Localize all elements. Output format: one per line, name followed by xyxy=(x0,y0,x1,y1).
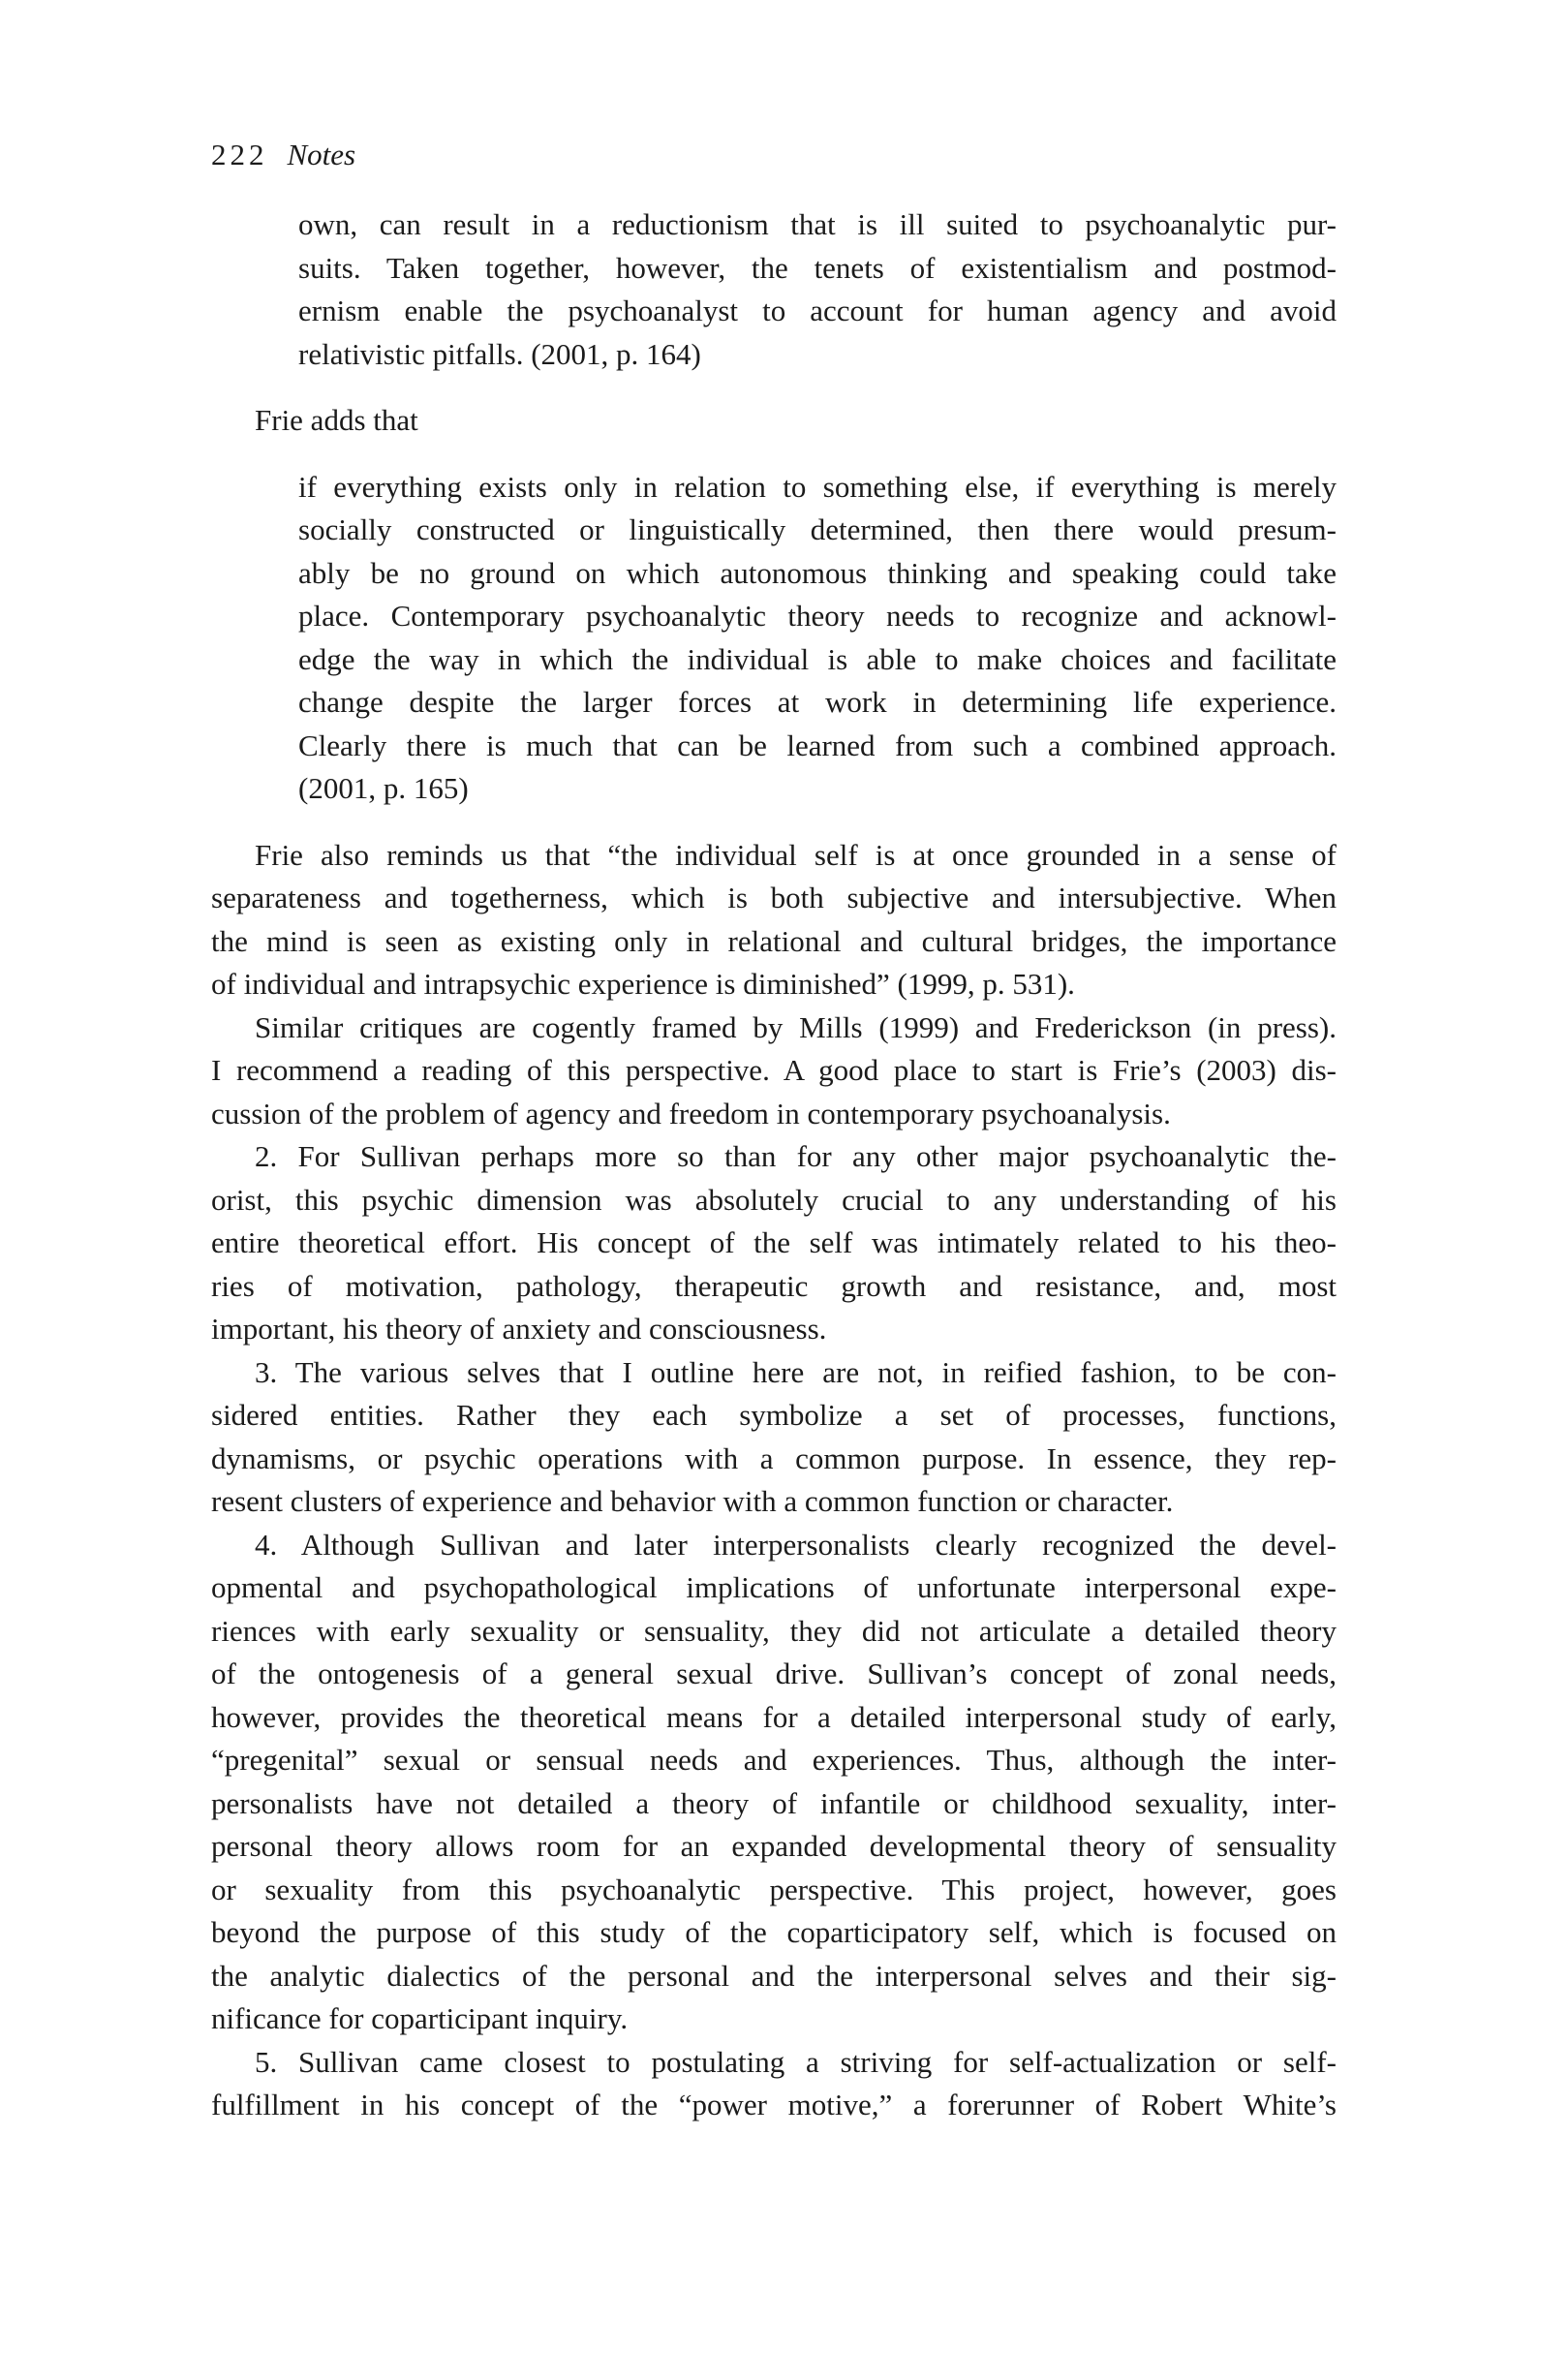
text-line: 4. Although Sullivan and later interpersonalists clearly recognized the devel- xyxy=(255,1527,1337,1562)
paragraph xyxy=(211,399,1337,443)
text-line: Frie also reminds us that “the individual self is at once grounded in a sense of xyxy=(255,837,1337,872)
text-line: beyond the purpose of this study of the coparticipatory self, which is focused on xyxy=(211,1915,1337,1949)
text-line: ernism enable the psychoanalyst to account for human agency and avoid xyxy=(298,294,1337,327)
text-line: socially constructed or linguistically determined, then there would presum- xyxy=(298,512,1337,546)
text-line: orist, this psychic dimension was absolutely crucial to any understanding of his xyxy=(211,1182,1337,1217)
text-line: personalists have not detailed a theory of infantile or childhood sexuality, inter- xyxy=(211,1785,1337,1820)
paragraph xyxy=(211,1524,1337,2041)
text-line: I recommend a reading of this perspective. A good place to start is Frie’s (2003) dis- xyxy=(211,1053,1337,1087)
text-line: the mind is seen as existing only in relational and cultural bridges, the importance xyxy=(211,923,1337,958)
running-header xyxy=(211,134,1337,176)
text-line: 5. Sullivan came closest to postulating a striving for self-actualization or self- xyxy=(255,2044,1337,2079)
text-line: own, can result in a reductionism that is ill suited to psychoanalytic pur- xyxy=(298,207,1337,241)
text-line: edge the way in which the individual is able to make choices and facilitate xyxy=(298,641,1337,676)
text-line: however, provides the theoretical means for a detailed interpersonal study of early, xyxy=(211,1699,1337,1734)
text-line: riences with early sexuality or sensuality, they did not articulate a detailed theory xyxy=(211,1613,1337,1648)
text-line: separateness and togetherness, which is both subjective and intersubjective. When xyxy=(211,881,1337,914)
text-line: “pregenital” sexual or sensual needs and experiences. Thus, although the inter- xyxy=(211,1743,1337,1777)
paragraph xyxy=(211,2041,1337,2127)
text-line: (2001, p. 165) xyxy=(298,771,469,805)
text-line: nificance for coparticipant inquiry. xyxy=(211,2001,629,2035)
text-line: fulfillment in his concept of the “power motive,” a forerunner of Robert White’s xyxy=(211,2088,1337,2121)
text-column xyxy=(211,134,1337,2127)
text-line: of the ontogenesis of a general sexual drive. Sullivan’s concept of zonal needs, xyxy=(211,1656,1337,1690)
paragraph xyxy=(211,834,1337,1006)
text-line: 2. For Sullivan perhaps more so than for any other major psychoanalytic the- xyxy=(255,1139,1337,1173)
text-line: sidered entities. Rather they each symbolize a set of processes, functions, xyxy=(211,1398,1337,1432)
text-line: cussion of the problem of agency and freedom in contemporary psychoanalysis. xyxy=(211,1096,1171,1130)
text-line: place. Contemporary psychoanalytic theory needs to recognize and acknowl- xyxy=(298,599,1337,633)
text-line: relativistic pitfalls. (2001, p. 164) xyxy=(298,336,701,371)
text-line: Similar critiques are cogently framed by Mills (1999) and Frederickson (in press). xyxy=(255,1009,1337,1044)
text-line: the analytic dialectics of the personal and the interpersonal selves and their sig- xyxy=(211,1958,1337,1993)
text-line: change despite the larger forces at work in determining life experience. xyxy=(298,685,1337,719)
text-line: Clearly there is much that can be learned from such a combined approach. xyxy=(298,728,1337,762)
text-line: if everything exists only in relation to something else, if everything is merely xyxy=(298,469,1337,504)
text-line: 3. The various selves that I outline here are not, in reified fashion, to be con- xyxy=(255,1354,1337,1389)
block-quote xyxy=(211,466,1337,811)
text-line: Frie adds that xyxy=(255,403,418,437)
text-line: entire theoretical effort. His concept of the self was intimately related to his theo- xyxy=(211,1225,1337,1259)
text-line: ably be no ground on which autonomous thinking and speaking could take xyxy=(298,555,1337,590)
paragraph xyxy=(211,1135,1337,1351)
page-number: 222 xyxy=(211,138,268,171)
paragraph xyxy=(211,1006,1337,1136)
text-line: opmental and psychopathological implications of unfortunate interpersonal expe- xyxy=(211,1570,1337,1604)
text-line: resent clusters of experience and behavior with a common function or character. xyxy=(211,1484,1174,1518)
paragraph xyxy=(211,1351,1337,1524)
text-line: of individual and intrapsychic experience is diminished” (1999, p. 531). xyxy=(211,967,1075,1001)
text-line: personal theory allows room for an expanded developmental theory of sensuality xyxy=(211,1829,1337,1863)
section-title: Notes xyxy=(287,138,356,171)
text-line: or sexuality from this psychoanalytic perspective. This project, however, goes xyxy=(211,1872,1337,1906)
text-line: important, his theory of anxiety and consciousness. xyxy=(211,1312,827,1346)
text-line: suits. Taken together, however, the tenets of existentialism and postmod- xyxy=(298,250,1337,285)
text-line: dynamisms, or psychic operations with a common purpose. In essence, they rep- xyxy=(211,1440,1337,1475)
block-quote xyxy=(211,203,1337,376)
text-column-blocks xyxy=(211,203,1337,2127)
text-line: ries of motivation, pathology, therapeutic growth and resistance, and, most xyxy=(211,1268,1337,1303)
